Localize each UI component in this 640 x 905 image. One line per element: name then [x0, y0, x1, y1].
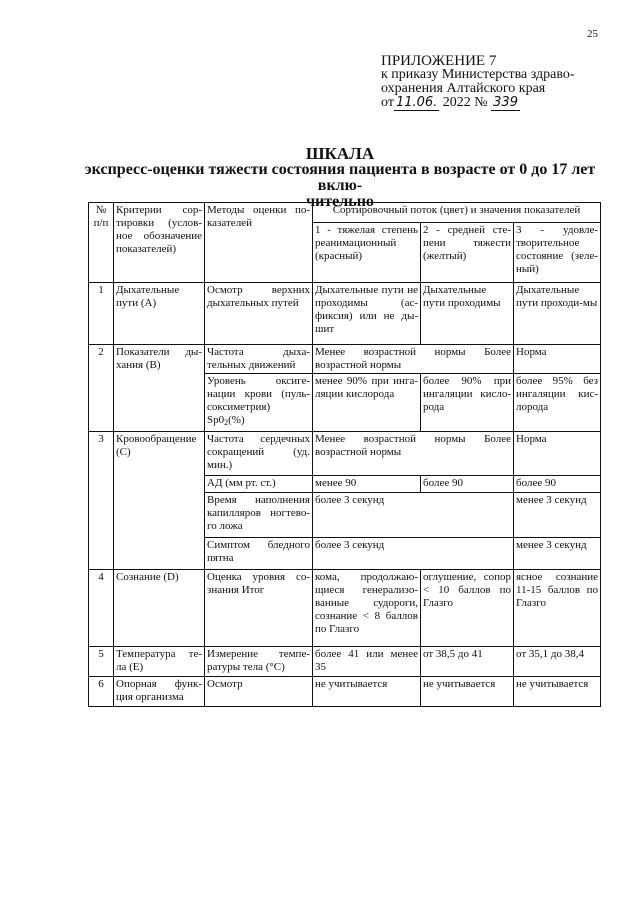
row-number: 1 [89, 283, 114, 345]
oxygen-method-unit: (%) [228, 414, 245, 426]
red-cell: не учитывается [313, 677, 421, 707]
criteria-cell: Кровообращение (С) [114, 432, 205, 570]
criteria-cell: Дыхательные пути (А) [114, 283, 205, 345]
table-row [89, 345, 601, 374]
method-cell: Симптом бледного пятна [205, 538, 313, 570]
method-cell: Частота дыха-тельных движений [205, 345, 313, 374]
red-cell: менее 90% при инга-ляции кислорода [313, 374, 421, 432]
green-cell: не учитывается [514, 677, 601, 707]
criteria-cell: Сознание (D) [114, 570, 205, 647]
red-yellow-cell: Менее возрастной нормы Более возрастной нормы [313, 345, 514, 374]
red-yellow-cell: более 3 секунд [313, 493, 514, 538]
method-cell: Время наполнения капилляров ногтево-го ложа [205, 493, 313, 538]
header-green: 3 - удовле-творительное состояние (зеле-ный) [514, 223, 601, 283]
date-prefix: от [381, 95, 394, 110]
row-number: 5 [89, 647, 114, 677]
green-cell: менее 3 секунд [514, 493, 601, 538]
header-red: 1 - тяжелая степень реанимационный (красный) [313, 223, 421, 283]
appendix-title: ПРИЛОЖЕНИЕ 7 [381, 53, 497, 69]
title-line-2: экспресс-оценки тяжести состояния пациента в возрасте от 0 до 17 лет вклю- [84, 161, 596, 194]
appendix-date-line [381, 96, 611, 110]
order-year: 2022 № [442, 95, 488, 110]
header-criteria: Критерии сор-тировки (услов-ное обозначение показателей) [114, 203, 205, 283]
row-number: 2 [89, 345, 114, 432]
method-cell [205, 374, 313, 432]
green-cell: Норма [514, 345, 601, 374]
title-line-1: ШКАЛА [305, 144, 375, 163]
red-cell: менее 90 [313, 476, 421, 493]
red-cell: более 41 или менее 35 [313, 647, 421, 677]
criteria-cell: Показатели ды-хания (В) [114, 345, 205, 432]
yellow-cell: более 90 [421, 476, 514, 493]
appendix-line-1: к приказу Министерства здраво- [381, 67, 575, 82]
table-row [89, 283, 601, 345]
method-cell: АД (мм рт. ст.) [205, 476, 313, 493]
criteria-cell: Опорная функ-ция организма [114, 677, 205, 707]
method-cell: Осмотр [205, 677, 313, 707]
table-row [89, 432, 601, 476]
red-cell: Дыхательные пути не проходимы (ас-фиксия) или не ды-шит [313, 283, 421, 345]
assessment-table [88, 202, 601, 707]
method-cell: Частота сердечных сокращений (уд. мин.) [205, 432, 313, 476]
row-number: 3 [89, 432, 114, 570]
green-cell: Норма [514, 432, 601, 476]
table-row [89, 647, 601, 677]
green-cell: более 90 [514, 476, 601, 493]
appendix-block [381, 54, 611, 110]
table-row [89, 677, 601, 707]
green-cell: менее 3 секунд [514, 538, 601, 570]
handwritten-date: 11.06. [395, 95, 438, 110]
red-yellow-cell: более 3 секунд [313, 538, 514, 570]
method-cell: Осмотр верхних дыхательных путей [205, 283, 313, 345]
handwritten-number: 339 [493, 95, 518, 110]
green-cell: ясное сознание 11-15 баллов по Глазго [514, 570, 601, 647]
header-num: № п/п [89, 203, 114, 283]
yellow-cell: оглушение, сопор < 10 баллов по Глазго [421, 570, 514, 647]
row-number: 6 [89, 677, 114, 707]
row-number: 4 [89, 570, 114, 647]
green-cell: Дыхательные пути проходи-мы [514, 283, 601, 345]
method-cell: Измерение темпе-ратуры тела (°С) [205, 647, 313, 677]
header-methods: Методы оценки по-казателей [205, 203, 313, 283]
title-line-3: чительно [306, 193, 374, 210]
criteria-cell: Температура те-ла (Е) [114, 647, 205, 677]
yellow-cell: более 90% при ингаляции кисло-рода [421, 374, 514, 432]
appendix-line-2: охранения Алтайского края [381, 81, 546, 96]
method-cell: Оценка уровня со-знания Итог [205, 570, 313, 647]
header-flow: Сортировочный поток (цвет) и значения показателей [313, 203, 601, 223]
oxygen-method-text: Уровень оксиге-нации крови (пуль-соксиметрия) Sp0 [207, 375, 310, 426]
subscript: 2 [224, 418, 229, 427]
red-cell: кома, продолжаю-щиеся генерализо-ванные судороги, сознание < 8 баллов по Глазго [313, 570, 421, 647]
document-title [80, 146, 600, 210]
green-cell: от 35,1 до 38,4 [514, 647, 601, 677]
yellow-cell: не учитывается [421, 677, 514, 707]
page-number: 25 [587, 28, 598, 40]
table-row [89, 570, 601, 647]
yellow-cell: от 38,5 до 41 [421, 647, 514, 677]
red-yellow-cell: Менее возрастной нормы Более возрастной нормы [313, 432, 514, 476]
green-cell: более 95% без ингаляции кис-лорода [514, 374, 601, 432]
yellow-cell: Дыхательные пути проходимы [421, 283, 514, 345]
header-yellow: 2 - средней сте-пени тяжести (желтый) [421, 223, 514, 283]
